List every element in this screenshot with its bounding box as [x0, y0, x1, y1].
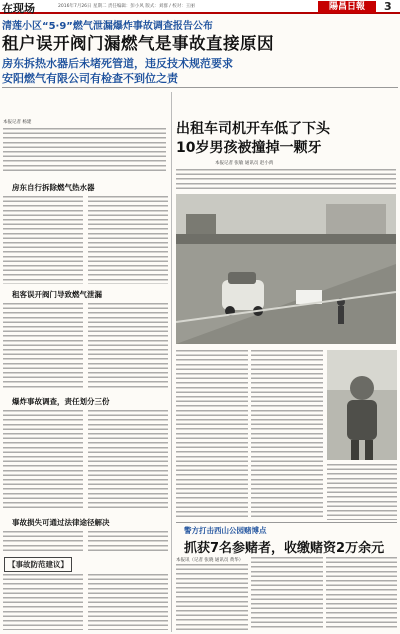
article-text [3, 303, 83, 389]
article-text [88, 410, 168, 510]
lead-intro-text [3, 128, 166, 174]
article-text [88, 531, 168, 553]
lead-byline: 本报记者 杨建 [3, 120, 32, 125]
third-byline: 本报讯（记者 张晓 通讯员 黄华） [176, 558, 244, 563]
box-title: 【事故防范建议】 [4, 557, 72, 572]
article-text [251, 557, 323, 630]
article-text [88, 303, 168, 389]
article-text [3, 410, 83, 510]
column-divider [171, 92, 172, 632]
divider [176, 522, 397, 523]
street-photo-image [176, 194, 396, 344]
article-text [327, 464, 397, 520]
lead-section-heading: 事故损失可通过法律途径解决 [12, 518, 110, 527]
section-label: 在现场 [2, 2, 35, 15]
page-number: 3 [384, 0, 392, 13]
photo-street-scene [176, 194, 396, 344]
box-text [88, 574, 168, 630]
article-text [176, 169, 396, 189]
second-headline-line1: 出租车司机开车低了下头 [176, 121, 330, 137]
third-kicker: 警方打击西山公园赌博点 [184, 526, 267, 535]
article-text [3, 531, 83, 553]
article-text [326, 557, 397, 630]
lead-kicker: 清莲小区“5·9”燃气泄漏爆炸事故调查报告公布 [2, 21, 213, 32]
article-text [3, 196, 83, 284]
article-text [88, 196, 168, 284]
second-byline: 本报记者 张敏 通讯员 赵小禹 [215, 161, 274, 166]
box-text [3, 574, 83, 630]
lead-subhead-2: 安阳燃气有限公司有检查不到位之责 [2, 72, 178, 85]
article-text [176, 350, 248, 520]
article-text [251, 350, 323, 520]
photo-boy [327, 350, 397, 460]
lead-headline: 租户误开阀门漏燃气是事故直接原因 [2, 34, 274, 53]
article-text [176, 564, 248, 630]
lead-section-heading: 爆炸事故调查，责任划分三份 [12, 397, 110, 406]
boy-photo-image [327, 350, 397, 460]
lead-subhead-1: 房东拆热水器后未堵死管道，违反技术规范要求 [2, 57, 233, 70]
page-header-bar [0, 0, 400, 14]
lead-section-heading: 房东自行拆除燃气热水器 [12, 183, 95, 192]
lead-section-heading: 租客误开阀门导致燃气泄漏 [12, 290, 102, 299]
divider [2, 87, 398, 88]
dateline: 2016年7月26日 星期二 责任编辑：彭小风 版式：刘群 / 校对：王丽 [58, 4, 195, 9]
second-headline-line2: 10岁男孩被撞掉一颗牙 [176, 140, 322, 156]
newspaper-brand: 陽昌日報 [318, 1, 376, 13]
third-headline: 抓获7名参赌者，收缴赌资2万余元 [184, 541, 385, 556]
